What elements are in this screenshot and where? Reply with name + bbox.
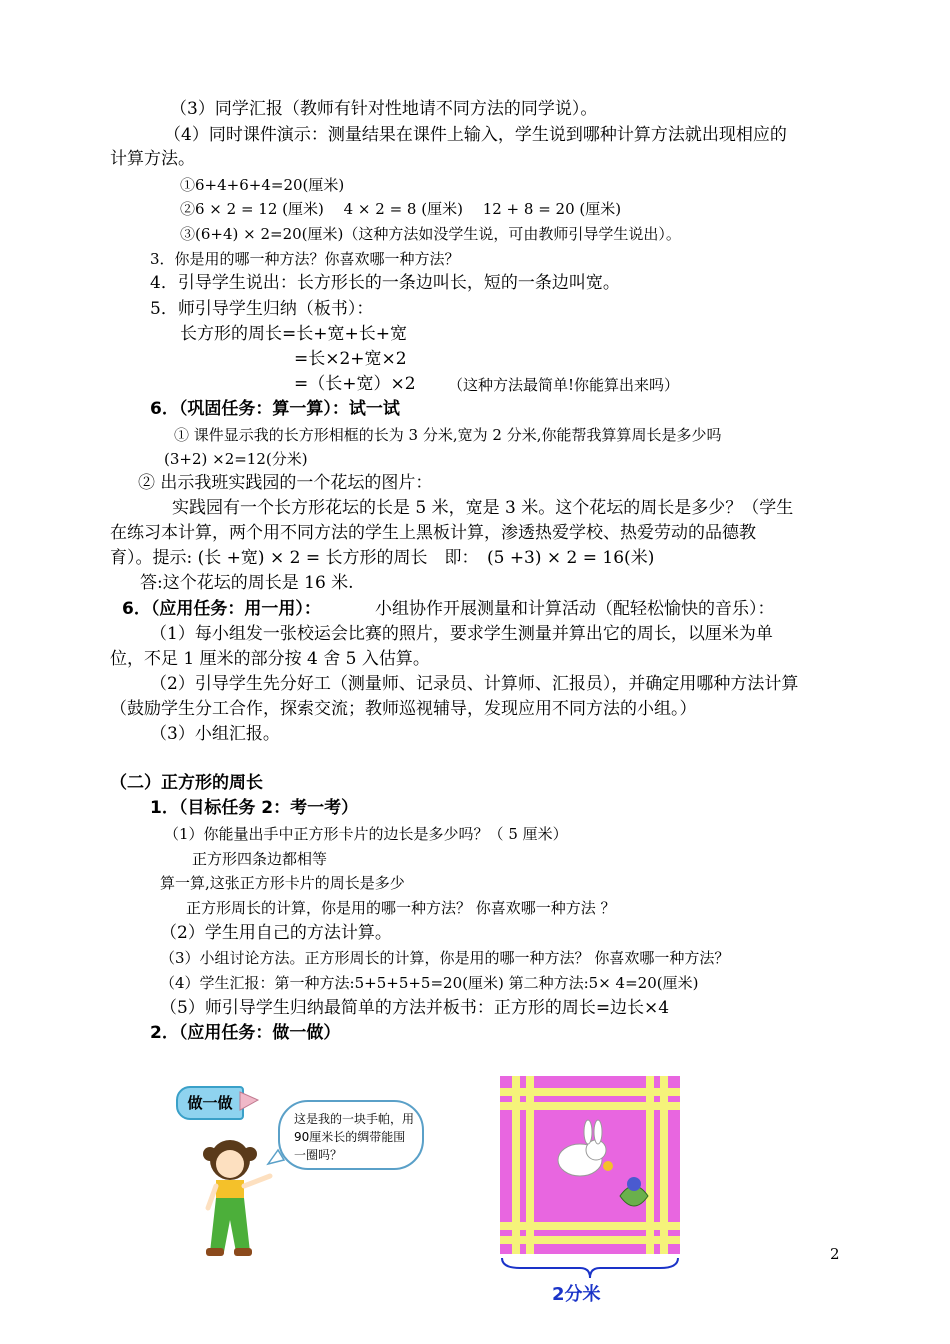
text-line: （2）学生用自己的方法计算。 [160,923,392,943]
girl-illustration [170,1080,450,1290]
formula-line: ②6 × 2 = 12 (厘米) 4 × 2 = 8 (厘米) 12 + 8 = 20 (厘米) [180,200,622,218]
section-heading: 6．（应用任务：用一用）： [122,599,321,619]
formula-line: ③(6+4) × 2=20(厘米)（这种方法如没学生说，可由教师引导学生说出）。 [180,225,681,243]
text-line: （1）你能量出手中正方形卡片的边长是多少吗？（ 5 厘米） [164,825,568,843]
text-line: （4）同时课件演示：测量结果在课件上输入，学生说到哪种计算方法就出现相应的 [164,125,787,145]
ribbon-label: 做一做 [176,1086,244,1120]
formula-line: 长方形的周长=长+宽+长+宽 [180,324,407,344]
dimension-label: 2分米 [552,1284,601,1305]
rabbit-icon [500,1076,680,1254]
text-line: 小组协作开展测量和计算活动（配轻松愉快的音乐）： [375,599,775,619]
text-line: 答:这个花坛的周长是 16 米. [140,573,354,593]
text-line: （5）师引导学生归纳最简单的方法并板书：正方形的周长=边长×4 [160,998,670,1018]
text-line: ① 课件显示我的长方形相框的长为 3 分米,宽为 2 分米,你能帮我算算周长是多少吗 [174,426,722,444]
section-heading: 6．（巩固任务：算一算）：试一试 [150,399,400,419]
section-heading: 2．（应用任务：做一做） [150,1023,341,1043]
formula-line: ①6+4+6+4=20(厘米) [180,176,345,194]
text-line: 3．你是用的哪一种方法？你喜欢哪一种方法？ [150,250,460,268]
text-line: （3）同学汇报（教师有针对性地请不同方法的同学说）。 [170,99,598,119]
text-line: 算一算,这张正方形卡片的周长是多少 [160,874,405,892]
text-line: （2）引导学生先分好工（测量师、记录员、计算师、汇报员），并确定用哪种方法计算 [150,674,799,694]
handkerchief [500,1076,680,1254]
text-line: 实践园有一个长方形花坛的长是 5 米，宽是 3 米。这个花坛的周长是多少？（学生 [172,498,794,518]
text-line: ② 出示我班实践园的一个花坛的图片： [138,473,433,493]
formula-line: =长×2+宽×2 [294,349,407,369]
text-line: 正方形周长的计算，你是用的哪一种方法？ 你喜欢哪一种方法 ？ [186,899,616,917]
text-line: （1）每小组发一张校运会比赛的照片，要求学生测量并算出它的周长，以厘米为单 [150,624,773,644]
text-line: 计算方法。 [110,149,195,169]
text-line: 4．引导学生说出：长方形长的一条边叫长，短的一条边叫宽。 [150,273,620,293]
text-line: 育）。提示: (长 +宽) × 2 = 长方形的周长 即： (5 +3) × 2 = 16(米) [110,548,655,568]
text-line: 在练习本计算，两个用不同方法的学生上黑板计算，渗透热爱学校、热爱劳动的品德教 [110,523,756,543]
formula-line: (3+2) ×2=12(分米) [164,450,308,468]
speech-bubble: 这是我的一块手帕，用90厘米长的绸带能围一圈吗？ [278,1100,424,1170]
text-line: （鼓励学生分工合作，探索交流；教师巡视辅导，发现应用不同方法的小组。） [110,699,697,719]
note-text: （这种方法最简单!你能算出来吗） [448,376,680,394]
section-heading: （二）正方形的周长 [110,773,263,793]
text-line: （4）学生汇报：第一种方法:5+5+5+5=20(厘米) 第二种方法:5× 4=20(厘米) [160,974,699,992]
text-line: 5．师引导学生归纳（板书）： [150,299,374,319]
page-number: 2 [830,1245,840,1263]
handkerchief-illustration [500,1076,680,1306]
section-heading: 1．（目标任务 2：考一考） [150,798,359,818]
text-line: 位，不足 1 厘米的部分按 4 舍 5 入估算。 [110,649,430,669]
formula-line: =（长+宽）×2 [294,374,416,394]
text-line: （3）小组讨论方法。正方形周长的计算，你是用的哪一种方法？ 你喜欢哪一种方法？ [160,949,730,967]
text-line: （3）小组汇报。 [150,724,280,744]
text-line: 正方形四条边都相等 [192,850,328,868]
